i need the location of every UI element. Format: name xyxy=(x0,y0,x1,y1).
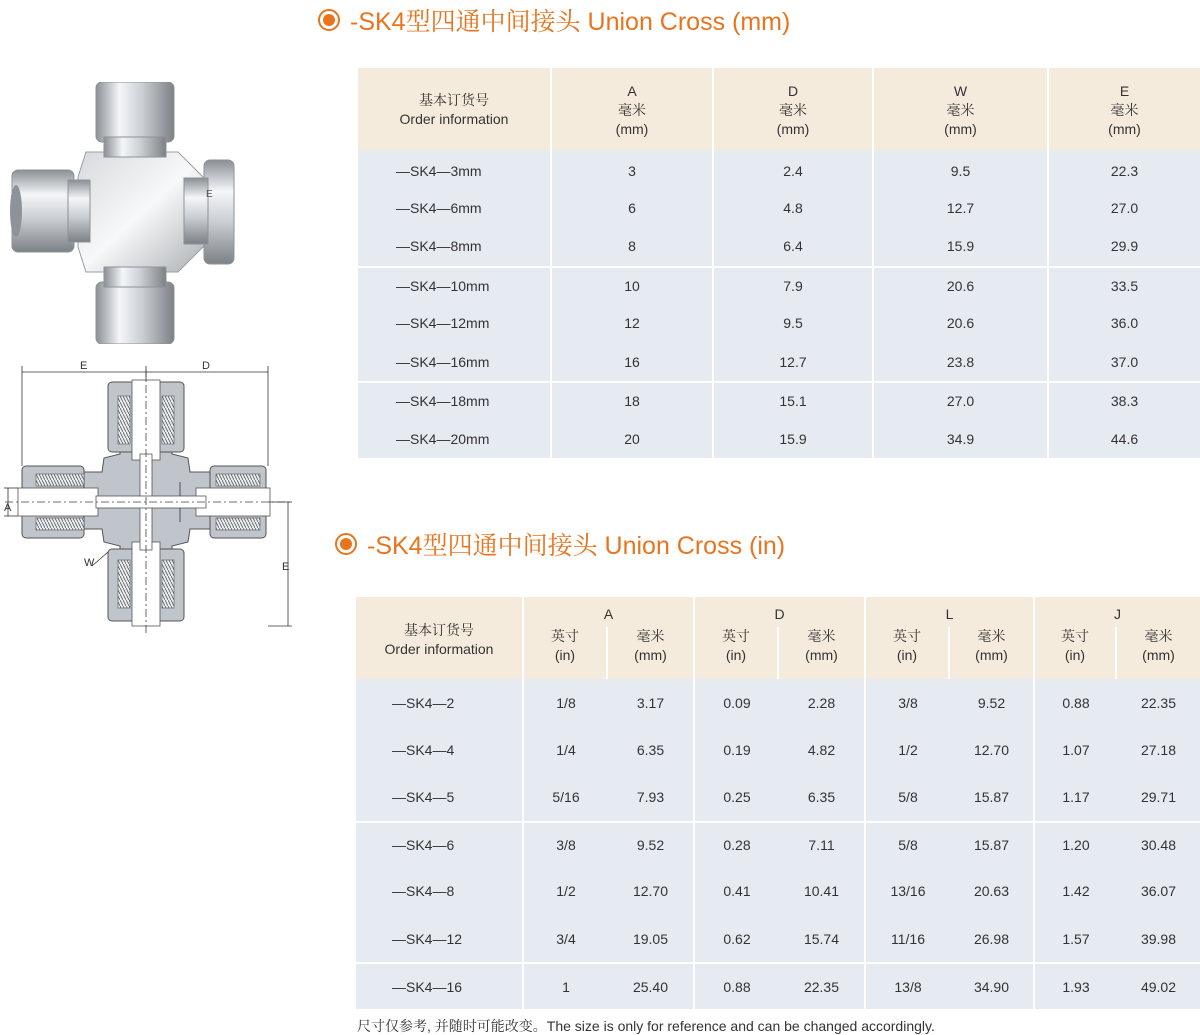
table-row xyxy=(356,726,1200,773)
value-cell: 15.1 xyxy=(714,381,874,420)
dim-label-e-right: E xyxy=(282,561,290,573)
value-cell: 39.98 xyxy=(1117,915,1200,962)
value-cell: 3 xyxy=(552,150,714,189)
header-order-info-cn: 基本订货号 xyxy=(419,92,489,108)
value-cell: 1/2 xyxy=(524,868,608,915)
value-cell: 6.4 xyxy=(714,227,874,266)
value-cell: 6 xyxy=(552,189,714,228)
value-cell: 6.35 xyxy=(608,726,695,773)
value-cell: 36.07 xyxy=(1117,868,1200,915)
part-number-cell: —SK4—4 xyxy=(356,726,524,773)
product-photo xyxy=(8,82,240,344)
value-cell: 1/8 xyxy=(524,679,608,726)
value-cell: 13/8 xyxy=(866,962,950,1009)
dimension-table-mm xyxy=(358,68,1200,458)
value-cell: 3/8 xyxy=(866,679,950,726)
value-cell: 4.82 xyxy=(779,726,866,773)
part-number-cell: —SK4—8mm xyxy=(358,227,552,266)
value-cell: 0.28 xyxy=(695,821,779,868)
value-cell: 37.0 xyxy=(1049,343,1200,382)
header-order-info xyxy=(358,68,552,150)
table-row xyxy=(356,962,1200,1009)
part-number-cell: —SK4—10mm xyxy=(358,266,552,305)
part-number-cell: —SK4—2 xyxy=(356,679,524,726)
value-cell: 2.4 xyxy=(714,150,874,189)
subheader-unit-cn: 英寸 xyxy=(893,628,921,644)
value-cell: 15.87 xyxy=(950,821,1035,868)
value-cell: 22.35 xyxy=(1117,679,1200,726)
subheader-unit: (mm) xyxy=(634,647,667,663)
value-cell: 1.57 xyxy=(1035,915,1117,962)
subheader-unit: (in) xyxy=(554,647,576,663)
value-cell: 7.11 xyxy=(779,821,866,868)
value-cell: 0.88 xyxy=(695,962,779,1009)
subheader-unit-cn: 英寸 xyxy=(1061,628,1089,644)
value-cell: 20.6 xyxy=(874,266,1049,305)
part-number-cell: —SK4—8 xyxy=(356,868,524,915)
value-cell: 13/16 xyxy=(866,868,950,915)
subheader-inch xyxy=(524,627,608,679)
value-cell: 23.8 xyxy=(874,343,1049,382)
part-number-cell: —SK4—16mm xyxy=(358,343,552,382)
part-number-cell: —SK4—18mm xyxy=(358,381,552,420)
header-e xyxy=(1049,68,1200,150)
part-number-cell: —SK4—12 xyxy=(356,915,524,962)
value-cell: 4.8 xyxy=(714,189,874,228)
subheader-millimeter xyxy=(950,627,1035,679)
value-cell: 18 xyxy=(552,381,714,420)
dim-label-e-top: E xyxy=(80,360,88,372)
value-cell: 1.07 xyxy=(1035,726,1117,773)
table-row xyxy=(356,821,1200,868)
subheader-unit-cn: 毫米 xyxy=(636,628,665,644)
table-row xyxy=(358,381,1200,420)
value-cell: 0.25 xyxy=(695,773,779,820)
value-cell: 15.74 xyxy=(779,915,866,962)
header-e-unit-cn: 毫米 xyxy=(1110,101,1139,118)
value-cell: 1.20 xyxy=(1035,821,1117,868)
value-cell: 20.63 xyxy=(950,868,1035,915)
value-cell: 7.93 xyxy=(608,773,695,820)
table-row xyxy=(358,150,1200,189)
value-cell: 8 xyxy=(552,227,714,266)
value-cell: 12.7 xyxy=(714,343,874,382)
subheader-unit-cn: 毫米 xyxy=(977,628,1006,644)
value-cell: 10 xyxy=(552,266,714,305)
value-cell: 12.70 xyxy=(950,726,1035,773)
header-w-unit: (mm) xyxy=(944,120,977,137)
value-cell: 9.52 xyxy=(950,679,1035,726)
table-row xyxy=(356,679,1200,726)
part-number-cell: —SK4—20mm xyxy=(358,420,552,459)
subheader-unit-cn: 毫米 xyxy=(1144,628,1173,644)
value-cell: 16 xyxy=(552,343,714,382)
subheader-inch xyxy=(1035,627,1117,679)
value-cell: 2.28 xyxy=(779,679,866,726)
header-a xyxy=(552,68,714,150)
header-order-info-en: Order information xyxy=(384,641,494,657)
value-cell: 9.5 xyxy=(874,150,1049,189)
value-cell: 15.87 xyxy=(950,773,1035,820)
value-cell: 1/2 xyxy=(866,726,950,773)
subheader-inch xyxy=(695,627,779,679)
value-cell: 12.70 xyxy=(608,868,695,915)
table-row xyxy=(358,420,1200,459)
value-cell: 1.42 xyxy=(1035,868,1117,915)
table-header-row xyxy=(358,68,1200,150)
header-w xyxy=(874,68,1049,150)
subheader-unit: (in) xyxy=(896,647,918,663)
value-cell: 34.9 xyxy=(874,420,1049,459)
header-a-unit-cn: 毫米 xyxy=(618,101,646,118)
table-row xyxy=(358,189,1200,228)
value-cell: 1 xyxy=(524,962,608,1009)
part-number-cell: —SK4—6mm xyxy=(358,189,552,228)
bullet-icon xyxy=(318,9,340,31)
table-row xyxy=(356,773,1200,820)
value-cell: 5/8 xyxy=(866,821,950,868)
bullet-icon xyxy=(335,533,357,555)
footnote: 尺寸仅参考, 并随时可能改变。The size is only for reference and can be changed accordingly. xyxy=(357,1018,935,1034)
table-header-row xyxy=(356,597,1200,627)
value-cell: 1.17 xyxy=(1035,773,1117,820)
value-cell: 3/8 xyxy=(524,821,608,868)
subheader-millimeter xyxy=(779,627,866,679)
header-d-unit: (mm) xyxy=(776,120,810,137)
photo-label-e: E xyxy=(206,189,213,200)
value-cell: 19.05 xyxy=(608,915,695,962)
subheader-unit: (in) xyxy=(725,647,747,663)
table-row xyxy=(358,227,1200,266)
value-cell: 7.9 xyxy=(714,266,874,305)
subheader-inch xyxy=(866,627,950,679)
header-d-letter: D xyxy=(787,82,799,99)
value-cell: 9.52 xyxy=(608,821,695,868)
part-number-cell: —SK4—5 xyxy=(356,773,524,820)
value-cell: 22.3 xyxy=(1049,150,1200,189)
value-cell: 27.0 xyxy=(1049,189,1200,228)
value-cell: 0.09 xyxy=(695,679,779,726)
dim-label-a: A xyxy=(4,502,12,514)
subheader-unit: (in) xyxy=(1064,647,1086,663)
section-heading-in-text: -SK4型四通中间接头 Union Cross (in) xyxy=(367,532,786,560)
table-row xyxy=(356,868,1200,915)
value-cell: 0.62 xyxy=(695,915,779,962)
value-cell: 9.5 xyxy=(714,304,874,343)
value-cell: 1.93 xyxy=(1035,962,1117,1009)
value-cell: 44.6 xyxy=(1049,420,1200,459)
value-cell: 10.41 xyxy=(779,868,866,915)
value-cell: 20.6 xyxy=(874,304,1049,343)
value-cell: 0.41 xyxy=(695,868,779,915)
subheader-unit-cn: 毫米 xyxy=(807,628,836,644)
part-number-cell: —SK4—12mm xyxy=(358,304,552,343)
subheader-unit: (mm) xyxy=(1142,647,1175,663)
header-e-unit: (mm) xyxy=(1108,120,1141,137)
header-order-info-cn: 基本订货号 xyxy=(404,622,474,638)
value-cell: 29.9 xyxy=(1049,227,1200,266)
value-cell: 22.35 xyxy=(779,962,866,1009)
value-cell: 29.71 xyxy=(1117,773,1200,820)
header-order-info-en: Order information xyxy=(399,111,509,127)
header-w-letter: W xyxy=(953,82,968,99)
value-cell: 3/4 xyxy=(524,915,608,962)
header-order-info xyxy=(356,597,524,679)
value-cell: 12 xyxy=(552,304,714,343)
value-cell: 26.98 xyxy=(950,915,1035,962)
subheader-unit: (mm) xyxy=(805,647,838,663)
header-a-letter: A xyxy=(627,82,637,99)
value-cell: 27.0 xyxy=(874,381,1049,420)
part-number-cell: —SK4—6 xyxy=(356,821,524,868)
value-cell: 38.3 xyxy=(1049,381,1200,420)
value-cell: 1/4 xyxy=(524,726,608,773)
dim-label-w: W xyxy=(84,557,95,569)
section-heading-in xyxy=(335,526,785,562)
value-cell: 5/8 xyxy=(866,773,950,820)
subheader-unit: (mm) xyxy=(975,647,1008,663)
header-d xyxy=(714,68,874,150)
value-cell: 34.90 xyxy=(950,962,1035,1009)
table-row xyxy=(358,304,1200,343)
value-cell: 11/16 xyxy=(866,915,950,962)
header-e-letter: E xyxy=(1119,82,1130,99)
part-number-cell: —SK4—16 xyxy=(356,962,524,1009)
value-cell: 5/16 xyxy=(524,773,608,820)
value-cell: 49.02 xyxy=(1117,962,1200,1009)
section-heading-mm-text: -SK4型四通中间接头 Union Cross (mm) xyxy=(350,8,791,36)
subheader-millimeter xyxy=(1117,627,1200,679)
value-cell: 0.19 xyxy=(695,726,779,773)
value-cell: 25.40 xyxy=(608,962,695,1009)
dim-label-d-top: D xyxy=(202,360,210,372)
value-cell: 27.18 xyxy=(1117,726,1200,773)
header-d-unit-cn: 毫米 xyxy=(779,101,807,118)
subheader-unit-cn: 英寸 xyxy=(722,628,750,644)
technical-drawing xyxy=(0,354,305,639)
value-cell: 20 xyxy=(552,420,714,459)
header-a-unit: (mm) xyxy=(615,120,649,137)
value-cell: 15.9 xyxy=(874,227,1049,266)
header-group-j: J xyxy=(1035,597,1200,627)
value-cell: 30.48 xyxy=(1117,821,1200,868)
value-cell: 12.7 xyxy=(874,189,1049,228)
table-row xyxy=(356,915,1200,962)
dimension-table-in xyxy=(356,597,1200,1009)
header-group-l: L xyxy=(866,597,1035,627)
value-cell: 6.35 xyxy=(779,773,866,820)
value-cell: 36.0 xyxy=(1049,304,1200,343)
subheader-unit-cn: 英寸 xyxy=(551,628,579,644)
table-row xyxy=(358,266,1200,305)
value-cell: 3.17 xyxy=(608,679,695,726)
header-group-d: D xyxy=(695,597,866,627)
table-row xyxy=(358,343,1200,382)
header-w-unit-cn: 毫米 xyxy=(946,101,975,118)
subheader-millimeter xyxy=(608,627,695,679)
value-cell: 33.5 xyxy=(1049,266,1200,305)
part-number-cell: —SK4—3mm xyxy=(358,150,552,189)
header-group-a: A xyxy=(524,597,695,627)
section-heading-mm xyxy=(318,2,790,38)
value-cell: 0.88 xyxy=(1035,679,1117,726)
value-cell: 15.9 xyxy=(714,420,874,459)
